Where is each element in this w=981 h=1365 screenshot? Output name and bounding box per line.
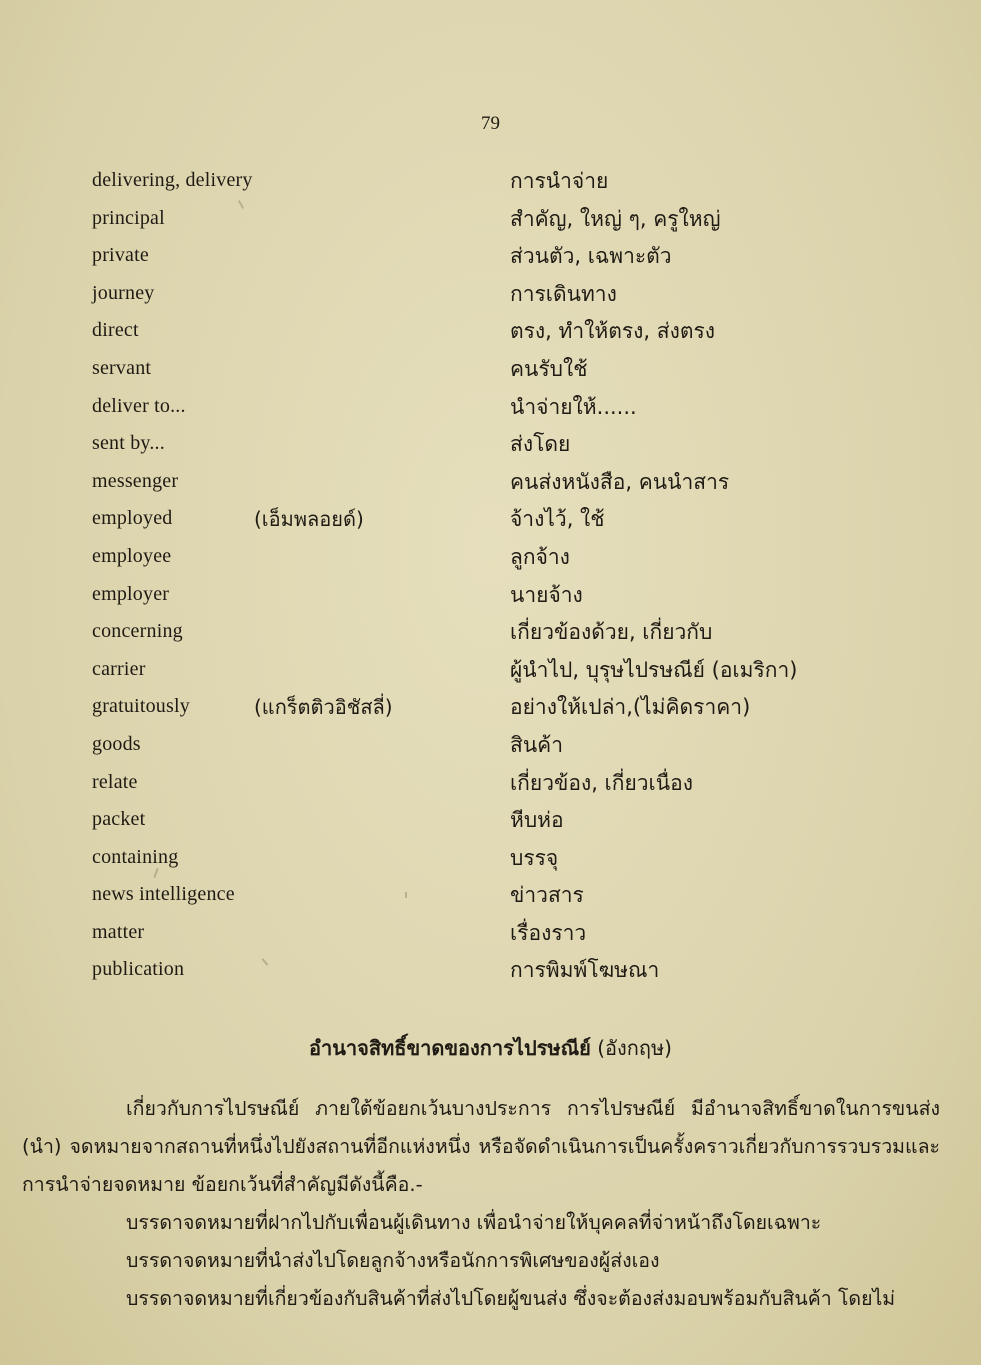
paper-speck: [405, 892, 407, 898]
glossary-translation: เรื่องราว: [510, 920, 587, 945]
glossary-row: [92, 802, 892, 840]
glossary-term: packet: [92, 808, 146, 831]
glossary-row: [92, 501, 892, 539]
glossary-translation: อย่างให้เปล่า,(ไม่คิดราคา): [510, 695, 751, 720]
section-heading-title: อำนาจสิทธิ์ขาดของการไปรษณีย์: [309, 1036, 591, 1060]
glossary-translation: เกี่ยวข้องด้วย, เกี่ยวกับ: [510, 620, 713, 645]
glossary-term: publication: [92, 958, 185, 981]
glossary-row: [92, 539, 892, 577]
glossary-translation: ส่วนตัว, เฉพาะตัว: [510, 244, 672, 269]
glossary-term: gratuitously: [92, 695, 190, 718]
glossary-row: [92, 238, 892, 276]
glossary-row: [92, 389, 892, 427]
glossary-row: [92, 840, 892, 878]
glossary-term: direct: [92, 319, 139, 342]
glossary-pronunciation: (แกร็ตติวอิชัสลี่): [254, 695, 393, 720]
glossary-translation: ข่าวสาร: [510, 883, 584, 908]
exception-item: บรรดาจดหมายที่เกี่ยวข้องกับสินค้าที่ส่งไปโดยผู้ขนส่ง ซึ่งจะต้องส่งมอบพร้อมกับสินค้า โดยไม่: [126, 1287, 896, 1310]
glossary-term: private: [92, 244, 149, 267]
glossary-term: goods: [92, 732, 141, 755]
glossary-translation: การนำจ่าย: [510, 169, 609, 193]
glossary-row: [92, 915, 892, 953]
glossary-row: [92, 952, 892, 990]
glossary-row: [92, 163, 892, 201]
glossary-translation: หีบห่อ: [510, 808, 564, 833]
glossary-row: [92, 765, 892, 803]
glossary-row: [92, 877, 892, 915]
section-heading: [0, 1032, 981, 1064]
paper-speck: [340, 1254, 343, 1257]
glossary-term: containing: [92, 845, 179, 868]
exception-item: บรรดาจดหมายที่นำส่งไปโดยลูกจ้างหรือนักการพิเศษของผู้ส่งเอง: [126, 1249, 660, 1272]
exception-item: บรรดาจดหมายที่ฝากไปกับเพื่อนผู้เดินทาง เพื่อนำจ่ายให้บุคคลที่จ่าหน้าถึงโดยเฉพาะ: [126, 1211, 822, 1234]
glossary-translation: สำคัญ, ใหญ่ ๆ, ครูใหญ่: [510, 206, 721, 231]
glossary-translation: เกี่ยวข้อง, เกี่ยวเนื่อง: [510, 770, 693, 795]
section-heading-note: (อังกฤษ): [597, 1036, 672, 1060]
glossary-translation: คนรับใช้: [510, 356, 588, 381]
body-paragraph: เกี่ยวกับการไปรษณีย์ ภายใต้ข้อยกเว้นบางประการ การไปรษณีย์ มีอำนาจสิทธิ์ขาดในการขนส่ง (นำ) จดหมายจากสถานที่หนึ่งไปยังสถานที่อีกแห่งหนึ่ง หรือจัดดำเนินการเป็นครั้งคราวเกี่ยวกับการรวบรวมและการนำจ่ายจดหมาย ข้อยกเว้นที่สำคัญมีดังนี้คือ.-: [22, 1097, 940, 1196]
glossary-row: [92, 351, 892, 389]
glossary-row: [92, 727, 892, 765]
glossary-term: deliver to...: [92, 394, 186, 417]
glossary-translation: สินค้า: [510, 732, 564, 757]
glossary-row: [92, 614, 892, 652]
glossary-term: news intelligence: [92, 883, 235, 906]
glossary-translation: นำจ่ายให้......: [510, 394, 637, 419]
glossary-translation: การเดินทาง: [510, 281, 617, 306]
glossary-row: [92, 689, 892, 727]
glossary-term: relate: [92, 770, 138, 793]
glossary-translation: คนส่งหนังสือ, คนนำสาร: [510, 469, 730, 494]
glossary-term: employer: [92, 582, 170, 605]
glossary: [92, 163, 892, 990]
glossary-pronunciation: (เอ็มพลอยด์): [254, 507, 364, 532]
glossary-translation: การพิมพ์โฆษณา: [510, 958, 660, 983]
glossary-row: [92, 652, 892, 690]
section-body: [22, 1090, 940, 1318]
glossary-translation: บรรจุ: [510, 845, 559, 870]
glossary-term: journey: [92, 281, 155, 304]
glossary-translation: ส่งโดย: [510, 432, 571, 457]
glossary-row: [92, 426, 892, 464]
glossary-translation: นายจ้าง: [510, 582, 583, 607]
glossary-term: messenger: [92, 469, 179, 492]
glossary-term: sent by...: [92, 432, 165, 455]
glossary-translation: ตรง, ทำให้ตรง, ส่งตรง: [510, 319, 716, 344]
glossary-term: delivering, delivery: [92, 169, 253, 191]
page-number: 79: [481, 113, 500, 134]
glossary-term: employee: [92, 544, 172, 567]
glossary-row: [92, 577, 892, 615]
glossary-term: concerning: [92, 620, 183, 643]
glossary-translation: ลูกจ้าง: [510, 544, 570, 569]
glossary-term: matter: [92, 920, 145, 943]
glossary-row: [92, 313, 892, 351]
glossary-row: [92, 201, 892, 239]
glossary-term: servant: [92, 356, 152, 379]
glossary-term: employed: [92, 507, 173, 530]
glossary-term: carrier: [92, 657, 146, 680]
glossary-translation: จ้างไว้, ใช้: [510, 507, 605, 532]
glossary-translation: ผู้นำไป, บุรุษไปรษณีย์ (อเมริกา): [510, 657, 798, 682]
glossary-term: principal: [92, 206, 165, 229]
glossary-row: [92, 464, 892, 502]
glossary-row: [92, 276, 892, 314]
